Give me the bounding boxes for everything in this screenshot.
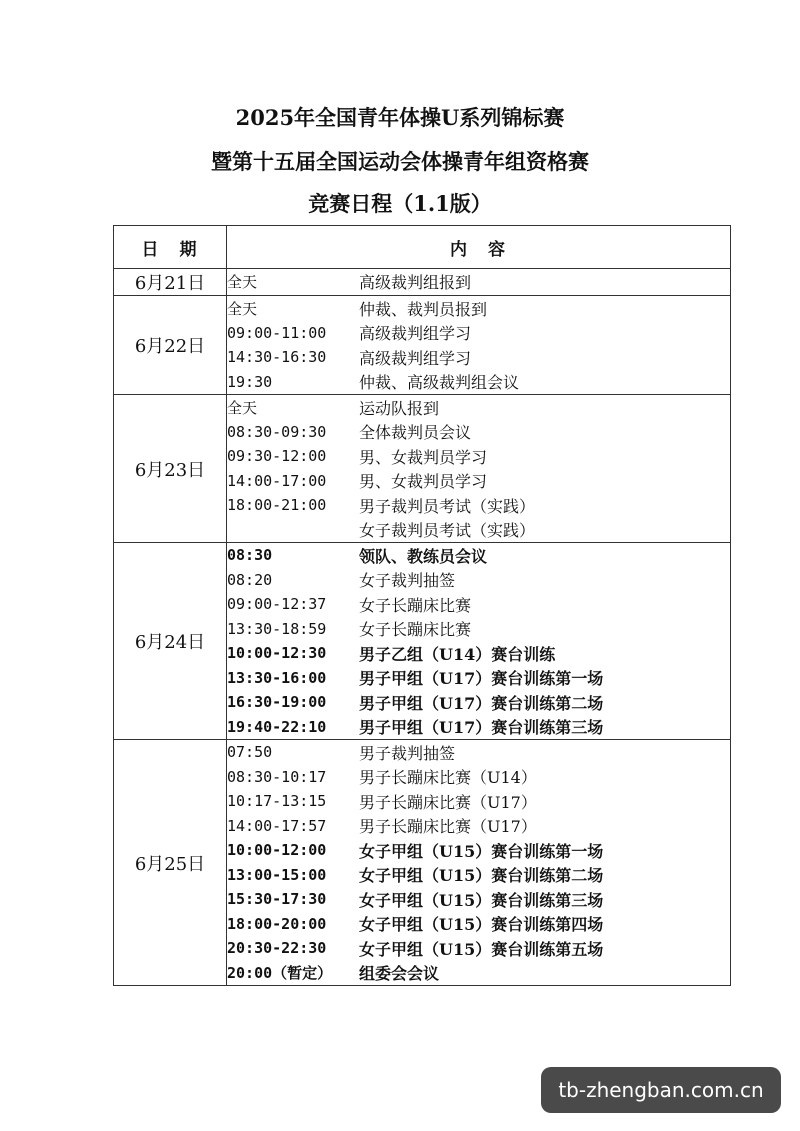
event-description: 男子甲组（U17）赛台训练第一场	[359, 669, 604, 689]
event-time: 08:30	[227, 546, 273, 565]
content-cell	[227, 296, 731, 395]
event-item	[227, 666, 730, 691]
date-cell: 6月23日	[114, 395, 227, 543]
event-time: 18:00-20:00	[227, 914, 327, 933]
event-description: 女子甲组（U15）赛台训练第三场	[359, 890, 604, 910]
event-item	[227, 269, 730, 294]
event-time: 14:00-17:57	[227, 816, 327, 835]
event-time: 20:30-22:30	[227, 939, 327, 958]
event-item	[227, 345, 730, 370]
header-content: 内 容	[227, 226, 731, 269]
event-description: 组委会会议	[359, 964, 440, 984]
event-description: 男、女裁判员学习	[359, 447, 488, 467]
event-item	[227, 420, 730, 445]
event-description: 女子甲组（U15）赛台训练第四场	[359, 915, 604, 935]
event-description: 男子裁判员考试（实践）	[359, 496, 536, 516]
event-description: 女子甲组（U15）赛台训练第一场	[359, 841, 604, 861]
event-description: 仲裁、高级裁判组会议	[359, 373, 520, 393]
table-row	[114, 269, 731, 296]
event-item	[227, 789, 730, 814]
event-item	[227, 395, 730, 420]
event-description: 运动队报到	[359, 398, 440, 418]
event-description: 高级裁判组报到	[359, 272, 472, 292]
event-time: 14:00-17:00	[227, 471, 327, 490]
event-description: 全体裁判员会议	[359, 423, 472, 443]
event-item	[227, 641, 730, 666]
event-time: 20:00（暂定）	[227, 964, 333, 983]
document-title-line2: 暨第十五届全国运动会体操青年组资格赛	[211, 149, 589, 174]
event-time: 10:17-13:15	[227, 792, 327, 811]
event-description: 男子长蹦床比赛（U17）	[359, 792, 537, 812]
event-item	[227, 469, 730, 494]
event-description: 仲裁、裁判员报到	[359, 299, 488, 319]
event-time: 16:30-19:00	[227, 693, 327, 712]
event-description: 男子乙组（U14）赛台训练	[359, 644, 556, 664]
event-item	[227, 863, 730, 888]
event-description: 女子甲组（U15）赛台训练第五场	[359, 939, 604, 959]
event-time: 08:20	[227, 570, 273, 589]
date-cell: 6月22日	[114, 296, 227, 395]
event-description: 高级裁判组学习	[359, 348, 472, 368]
event-time: 19:30	[227, 372, 273, 391]
table-row	[114, 543, 731, 740]
document-title-line3: 竞赛日程（1.1版）	[308, 191, 492, 216]
date-cell: 6月25日	[114, 740, 227, 986]
event-item	[227, 493, 730, 518]
event-time: 09:00-12:37	[227, 595, 327, 614]
event-time: 10:00-12:00	[227, 841, 327, 860]
event-time: 14:30-16:30	[227, 348, 327, 367]
schedule-table	[113, 225, 731, 986]
event-item	[227, 715, 730, 740]
event-time: 13:30-18:59	[227, 619, 327, 638]
event-time: 09:00-11:00	[227, 323, 327, 342]
event-item	[227, 543, 730, 568]
event-time: 08:30-09:30	[227, 422, 327, 441]
event-description: 领队、教练员会议	[359, 546, 488, 566]
event-item	[227, 518, 730, 543]
event-description: 女子甲组（U15）赛台训练第二场	[359, 866, 604, 886]
event-item	[227, 592, 730, 617]
event-item	[227, 296, 730, 321]
event-item	[227, 961, 730, 986]
event-time: 09:30-12:00	[227, 447, 327, 466]
event-item	[227, 370, 730, 395]
event-description: 女子裁判员考试（实践）	[359, 521, 536, 541]
event-item	[227, 887, 730, 912]
content-cell	[227, 269, 731, 296]
event-description: 女子长蹦床比赛	[359, 595, 472, 615]
watermark-badge: tb-zhengban.com.cn	[541, 1067, 781, 1113]
date-cell: 6月24日	[114, 543, 227, 740]
event-time: 全天	[227, 398, 258, 417]
event-item	[227, 838, 730, 863]
event-description: 女子裁判抽签	[359, 571, 456, 591]
schedule-body	[114, 269, 731, 986]
event-description: 男子长蹦床比赛（U14）	[359, 768, 537, 788]
event-time: 13:30-16:00	[227, 668, 327, 687]
event-item	[227, 814, 730, 839]
table-row	[114, 296, 731, 395]
event-item	[227, 568, 730, 593]
event-time: 全天	[227, 299, 258, 318]
event-item	[227, 690, 730, 715]
table-header-row	[114, 226, 731, 269]
event-time: 15:30-17:30	[227, 890, 327, 909]
event-description: 高级裁判组学习	[359, 324, 472, 344]
event-description: 男子裁判抽签	[359, 743, 456, 763]
header-date: 日 期	[114, 226, 227, 269]
event-description: 男子甲组（U17）赛台训练第二场	[359, 693, 604, 713]
event-time: 07:50	[227, 743, 273, 762]
event-time: 19:40-22:10	[227, 717, 327, 736]
event-item	[227, 740, 730, 765]
event-item	[227, 444, 730, 469]
table-row	[114, 395, 731, 543]
event-time: 全天	[227, 272, 258, 291]
event-time: 18:00-21:00	[227, 496, 327, 515]
event-description: 女子长蹦床比赛	[359, 620, 472, 640]
event-item	[227, 321, 730, 346]
event-item	[227, 912, 730, 937]
event-description: 男、女裁判员学习	[359, 472, 488, 492]
event-time: 08:30-10:17	[227, 767, 327, 786]
document-title-line1: 2025年全国青年体操U系列锦标赛	[235, 105, 565, 130]
event-item	[227, 765, 730, 790]
event-description: 男子甲组（U17）赛台训练第三场	[359, 718, 604, 738]
event-time: 10:00-12:30	[227, 644, 327, 663]
event-item	[227, 617, 730, 642]
content-cell	[227, 740, 731, 986]
content-cell	[227, 395, 731, 543]
date-cell: 6月21日	[114, 269, 227, 296]
event-time: 13:00-15:00	[227, 865, 327, 884]
table-row	[114, 740, 731, 986]
event-item	[227, 936, 730, 961]
content-cell	[227, 543, 731, 740]
event-description: 男子长蹦床比赛（U17）	[359, 817, 537, 837]
